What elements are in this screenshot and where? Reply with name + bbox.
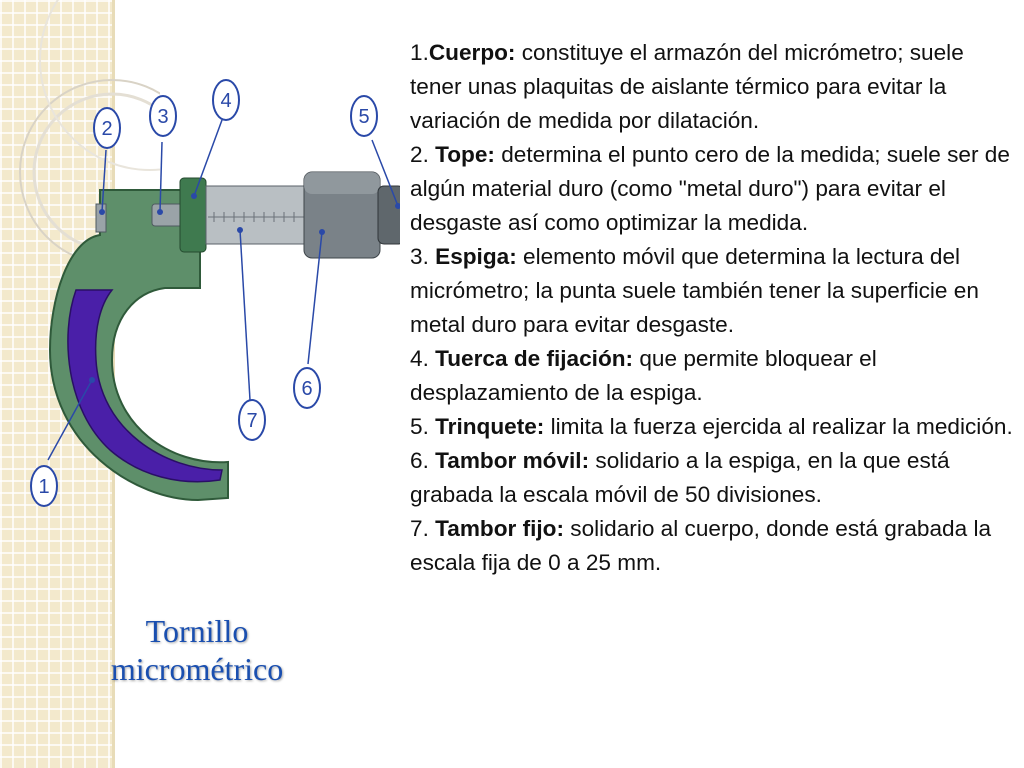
slide-title-line-2: micrométrico xyxy=(110,651,284,687)
definition-number: 7. xyxy=(410,516,436,541)
micrometer-anvil xyxy=(96,204,106,232)
definition-term: Tambor fijo: xyxy=(435,516,564,541)
slide-title-line-1: Tornillo xyxy=(145,613,249,649)
definition-text: determina el punto cero de la medida; suele ser de algún material duro (como "metal duro") para evitar el desgaste así como optimizar la medida. xyxy=(410,142,1010,235)
definition-term: Espiga: xyxy=(435,244,517,269)
definition-number: 2. xyxy=(410,142,436,167)
definition-term: Tuerca de fijación: xyxy=(435,346,634,371)
definition-number: 6. xyxy=(410,448,436,473)
definition-number: 1. xyxy=(410,40,429,65)
part-label-5: 5 xyxy=(358,106,370,128)
definition-term: Tambor móvil: xyxy=(435,448,590,473)
definition-item xyxy=(410,512,1016,580)
micrometer-sleeve xyxy=(206,186,308,244)
definition-term: Trinquete: xyxy=(435,414,545,439)
definition-item xyxy=(410,410,1016,444)
definition-number: 3. xyxy=(410,244,436,269)
definition-term: Cuerpo: xyxy=(428,40,516,65)
micrometer-ratchet xyxy=(378,186,400,244)
definition-item xyxy=(410,138,1016,240)
micrometer-illustration xyxy=(0,60,400,520)
part-label-2: 2 xyxy=(101,118,113,140)
part-label-1: 1 xyxy=(38,476,50,498)
micrometer-lock-nut xyxy=(180,178,206,252)
definition-number: 5. xyxy=(410,414,436,439)
part-label-3: 3 xyxy=(157,106,169,128)
definition-item xyxy=(410,444,1016,512)
definition-text: solidario al cuerpo, donde está grabada la escala fija de 0 a 25 mm. xyxy=(410,516,992,575)
definition-term: Tope: xyxy=(435,142,495,167)
definition-item xyxy=(410,342,1016,410)
definition-text: que permite bloquear el desplazamiento de la espiga. xyxy=(410,346,877,405)
definition-number: 4. xyxy=(410,346,436,371)
part-label-7: 7 xyxy=(246,410,258,432)
definition-text: solidario a la espiga, en la que está grabada la escala móvil de 50 divisiones. xyxy=(410,448,950,507)
definition-text: limita la fuerza ejercida al realizar la medición. xyxy=(550,414,1013,439)
slide-title xyxy=(66,612,328,688)
part-label-4: 4 xyxy=(220,90,232,112)
definition-text: constituye el armazón del micrómetro; suele tener unas plaquitas de aislante térmico para evitar la variación de medida por dilatación. xyxy=(410,40,964,133)
parts-definition-list xyxy=(410,36,1016,580)
part-label-6: 6 xyxy=(301,378,313,400)
definition-item xyxy=(410,240,1016,342)
definition-item xyxy=(410,36,1016,138)
definition-text: elemento móvil que determina la lectura del micrómetro; la punta suele también tener la superficie en metal duro para evitar desgaste. xyxy=(410,244,979,337)
